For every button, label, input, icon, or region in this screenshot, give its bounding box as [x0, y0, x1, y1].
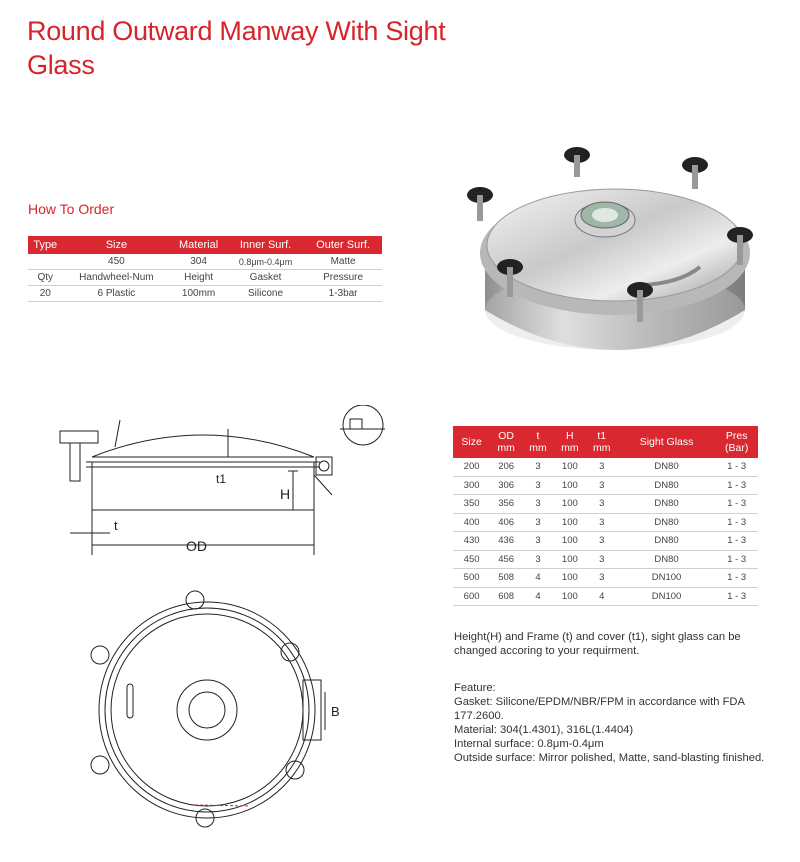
- spec-cell: 1 - 3: [715, 495, 758, 514]
- page-title: Round Outward Manway With Sight Glass: [27, 16, 446, 80]
- order-cell: 6 Plastic: [63, 286, 171, 302]
- order-cell: Handwheel-Num: [63, 270, 171, 286]
- spec-cell: 1 - 3: [715, 476, 758, 495]
- order-heading: How To Order: [28, 201, 115, 217]
- order-cell: Pressure: [304, 270, 382, 286]
- order-cell: Matte: [304, 254, 382, 270]
- spec-row: [453, 495, 758, 514]
- spec-cell: 1 - 3: [715, 587, 758, 606]
- spec-row: [453, 587, 758, 606]
- spec-cell: DN80: [618, 458, 716, 476]
- spec-cell: 3: [586, 532, 618, 551]
- label-t1: t1: [216, 472, 227, 486]
- spec-cell: 350: [453, 495, 490, 514]
- spec-cell: DN80: [618, 476, 716, 495]
- side-view-drawing: [40, 405, 400, 570]
- spec-cell: 3: [586, 476, 618, 495]
- spec-cell: 100: [554, 587, 586, 606]
- spec-cell: 100: [554, 550, 586, 569]
- order-cell: 450: [63, 254, 171, 270]
- note-text: Height(H) and Frame (t) and cover (t1), sight glass can be changed accoring to your requirment.: [454, 631, 741, 657]
- spec-cell: 500: [453, 569, 490, 588]
- spec-cell: 3: [522, 458, 554, 476]
- spec-cell: 3: [522, 495, 554, 514]
- spec-row: [453, 513, 758, 532]
- order-header-cell: Type: [28, 236, 63, 254]
- spec-cell: DN80: [618, 495, 716, 514]
- order-header-cell: Inner Surf.: [227, 236, 304, 254]
- spec-cell: 356: [490, 495, 522, 514]
- spec-cell: 456: [490, 550, 522, 569]
- spec-cell: 100: [554, 513, 586, 532]
- feature-line: Internal surface: 0.8μm-0.4μm: [454, 738, 604, 750]
- spec-cell: 3: [586, 569, 618, 588]
- manway-product-photo: [455, 135, 775, 385]
- spec-cell: 1 - 3: [715, 513, 758, 532]
- spec-cell: 1 - 3: [715, 550, 758, 569]
- spec-cell: 400: [453, 513, 490, 532]
- spec-row: [453, 458, 758, 476]
- order-cell: [28, 254, 63, 270]
- spec-cell: 4: [522, 569, 554, 588]
- spec-cell: 3: [522, 550, 554, 569]
- spec-header-cell: t mm: [522, 426, 554, 458]
- spec-cell: 100: [554, 476, 586, 495]
- spec-cell: 200: [453, 458, 490, 476]
- spec-header-cell: H mm: [554, 426, 586, 458]
- label-h: H: [280, 486, 291, 502]
- spec-cell: 600: [453, 587, 490, 606]
- order-cell: Height: [170, 270, 227, 286]
- feature-line: Outside surface: Mirror polished, Matte, sand-blasting finished.: [454, 752, 765, 764]
- order-cell: 0.8μm-0.4μm: [227, 254, 304, 270]
- order-cell: 100mm: [170, 286, 227, 302]
- spec-cell: 406: [490, 513, 522, 532]
- spec-row: [453, 550, 758, 569]
- spec-cell: DN80: [618, 532, 716, 551]
- order-table: [28, 236, 382, 302]
- spec-header-cell: Pres (Bar): [715, 426, 758, 458]
- order-row: [28, 270, 382, 286]
- order-cell: 20: [28, 286, 63, 302]
- spec-header-cell: Size: [453, 426, 490, 458]
- spec-cell: 3: [586, 513, 618, 532]
- spec-cell: 4: [586, 587, 618, 606]
- spec-cell: 3: [522, 476, 554, 495]
- label-b: B: [331, 704, 340, 719]
- spec-header-cell: OD mm: [490, 426, 522, 458]
- spec-cell: 1 - 3: [715, 458, 758, 476]
- order-row: [28, 254, 382, 270]
- spec-cell: 306: [490, 476, 522, 495]
- spec-cell: DN100: [618, 569, 716, 588]
- spec-cell: 1 - 3: [715, 532, 758, 551]
- spec-cell: 450: [453, 550, 490, 569]
- order-cell: 1-3bar: [304, 286, 382, 302]
- order-header-row: [28, 236, 382, 254]
- spec-cell: DN100: [618, 587, 716, 606]
- spec-header-row: [453, 426, 758, 458]
- order-cell: Qty: [28, 270, 63, 286]
- label-od: OD: [186, 538, 207, 554]
- spec-cell: 100: [554, 495, 586, 514]
- spec-header-cell: t1 mm: [586, 426, 618, 458]
- spec-cell: 300: [453, 476, 490, 495]
- spec-cell: 100: [554, 532, 586, 551]
- label-t: t: [114, 518, 118, 533]
- order-row: [28, 286, 382, 302]
- features-block: [454, 681, 774, 765]
- spec-cell: 3: [586, 550, 618, 569]
- spec-cell: 3: [522, 532, 554, 551]
- spec-cell: 100: [554, 458, 586, 476]
- order-cell: 304: [170, 254, 227, 270]
- spec-cell: DN80: [618, 513, 716, 532]
- spec-cell: 430: [453, 532, 490, 551]
- feature-line: Gasket: Silicone/EPDM/NBR/FPM in accordance with FDA 177.2600.: [454, 696, 745, 722]
- order-cell: Silicone: [227, 286, 304, 302]
- spec-cell: 4: [522, 587, 554, 606]
- spec-row: [453, 532, 758, 551]
- spec-table: [453, 426, 758, 606]
- spec-cell: DN80: [618, 550, 716, 569]
- feature-line: Material: 304(1.4301), 316L(1.4404): [454, 724, 634, 736]
- spec-row: [453, 476, 758, 495]
- spec-header-cell: Sight Glass: [618, 426, 716, 458]
- spec-cell: 206: [490, 458, 522, 476]
- features-heading: Feature:: [454, 682, 496, 694]
- top-view-drawing: [85, 580, 355, 850]
- spec-cell: 436: [490, 532, 522, 551]
- spec-cell: 608: [490, 587, 522, 606]
- order-header-cell: Size: [63, 236, 171, 254]
- spec-cell: 3: [586, 458, 618, 476]
- order-cell: Gasket: [227, 270, 304, 286]
- spec-row: [453, 569, 758, 588]
- order-header-cell: Outer Surf.: [304, 236, 382, 254]
- spec-cell: 508: [490, 569, 522, 588]
- order-header-cell: Material: [170, 236, 227, 254]
- spec-cell: 100: [554, 569, 586, 588]
- spec-cell: 3: [522, 513, 554, 532]
- spec-cell: 3: [586, 495, 618, 514]
- spec-cell: 1 - 3: [715, 569, 758, 588]
